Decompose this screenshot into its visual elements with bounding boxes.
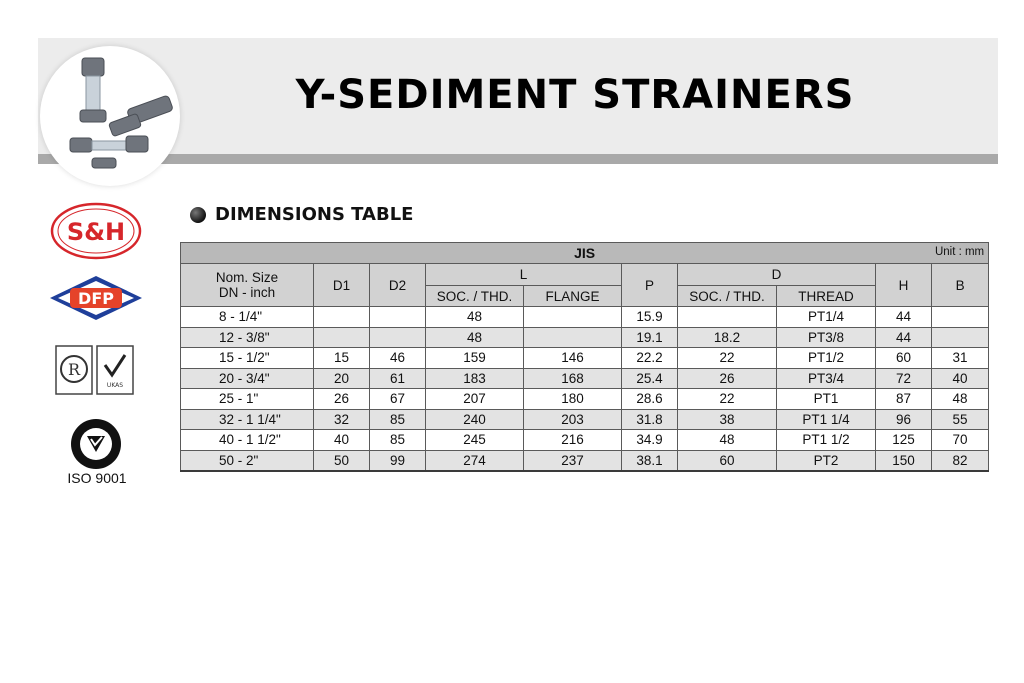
- nom-size-line1: Nom. Size: [215, 270, 279, 285]
- table-cell: 46: [370, 348, 426, 369]
- table-cell: [370, 307, 426, 328]
- table-cell: 50: [314, 450, 370, 471]
- table-cell: PT1 1/4: [777, 409, 876, 430]
- table-cell: 168: [524, 368, 622, 389]
- l-flange-header: FLANGE: [524, 286, 622, 307]
- table-cell: 44: [876, 307, 932, 328]
- table-cell: 44: [876, 327, 932, 348]
- page-title: Y-SEDIMENT STRAINERS: [295, 72, 855, 118]
- table-cell: 48: [932, 389, 989, 410]
- table-cell: [524, 307, 622, 328]
- nom-size-line2: DN - inch: [218, 285, 276, 300]
- table-cell: [370, 327, 426, 348]
- table-cell: 38: [678, 409, 777, 430]
- table-cell: 15.9: [622, 307, 678, 328]
- table-cell: 28.6: [622, 389, 678, 410]
- table-cell: 40: [314, 430, 370, 451]
- svg-text:R: R: [67, 360, 81, 379]
- table-row: [181, 409, 989, 430]
- table-cell: 32 - 1 1/4": [181, 409, 314, 430]
- table-row: [181, 307, 989, 328]
- svg-text:DFP: DFP: [78, 289, 114, 308]
- table-cell: [314, 307, 370, 328]
- table-cell: 48: [426, 327, 524, 348]
- standard-label: JIS: [574, 245, 596, 261]
- table-cell: 48: [426, 307, 524, 328]
- table-cell: 25 - 1": [181, 389, 314, 410]
- table-cell: 60: [678, 450, 777, 471]
- d2-header: D2: [370, 264, 426, 307]
- table-cell: 38.1: [622, 450, 678, 471]
- table-cell: 26: [314, 389, 370, 410]
- bullet-icon: [190, 207, 206, 223]
- table-cell: PT3/8: [777, 327, 876, 348]
- table-cell: 26: [678, 368, 777, 389]
- table-cell: 61: [370, 368, 426, 389]
- section-heading: [190, 204, 413, 225]
- l-soc-header: SOC. / THD.: [426, 286, 524, 307]
- table-cell: 18.2: [678, 327, 777, 348]
- header-divider: [38, 154, 998, 164]
- svg-text:UKAS: UKAS: [106, 382, 124, 389]
- table-cell: 72: [876, 368, 932, 389]
- table-cell: 245: [426, 430, 524, 451]
- table-cell: 67: [370, 389, 426, 410]
- l-header: L: [426, 264, 622, 286]
- table-row: [181, 430, 989, 451]
- iso-logo: [70, 418, 122, 470]
- d1-header: D1: [314, 264, 370, 307]
- product-photo: [40, 46, 180, 186]
- table-cell: [678, 307, 777, 328]
- table-cell: 8 - 1/4": [181, 307, 314, 328]
- table-cell: 237: [524, 450, 622, 471]
- table-cell: 12 - 3/8": [181, 327, 314, 348]
- table-cell: 31.8: [622, 409, 678, 430]
- table-cell: 70: [932, 430, 989, 451]
- standard-header: [181, 243, 989, 264]
- table-cell: 203: [524, 409, 622, 430]
- table-row: [181, 450, 989, 471]
- dimensions-table: [180, 242, 989, 472]
- table-cell: 216: [524, 430, 622, 451]
- table-cell: PT1: [777, 389, 876, 410]
- dfp-logo: [48, 274, 144, 322]
- table-row: [181, 327, 989, 348]
- d-thread-header: THREAD: [777, 286, 876, 307]
- table-cell: 22: [678, 348, 777, 369]
- svg-text:S&H: S&H: [66, 218, 126, 246]
- unit-label: Unit : mm: [934, 246, 985, 258]
- table-cell: 85: [370, 409, 426, 430]
- table-cell: 22.2: [622, 348, 678, 369]
- table-cell: 32: [314, 409, 370, 430]
- table-cell: 207: [426, 389, 524, 410]
- h-header: H: [876, 264, 932, 307]
- table-cell: 159: [426, 348, 524, 369]
- table-cell: 96: [876, 409, 932, 430]
- table-cell: 20 - 3/4": [181, 368, 314, 389]
- table-cell: PT3/4: [777, 368, 876, 389]
- table-cell: 82: [932, 450, 989, 471]
- table-cell: 87: [876, 389, 932, 410]
- table-cell: 274: [426, 450, 524, 471]
- certification-logos: [55, 345, 135, 397]
- table-cell: 150: [876, 450, 932, 471]
- table-cell: [524, 327, 622, 348]
- table-cell: 20: [314, 368, 370, 389]
- table-cell: 60: [876, 348, 932, 369]
- table-cell: 240: [426, 409, 524, 430]
- table-cell: [932, 327, 989, 348]
- table-cell: PT1/4: [777, 307, 876, 328]
- table-cell: 125: [876, 430, 932, 451]
- b-header: B: [932, 264, 989, 307]
- table-cell: 15: [314, 348, 370, 369]
- d-soc-header: SOC. / THD.: [678, 286, 777, 307]
- section-title: DIMENSIONS TABLE: [215, 204, 414, 225]
- table-cell: 31: [932, 348, 989, 369]
- table-cell: 40 - 1 1/2": [181, 430, 314, 451]
- d-header: D: [678, 264, 876, 286]
- table-cell: 34.9: [622, 430, 678, 451]
- table-cell: 19.1: [622, 327, 678, 348]
- table-cell: 22: [678, 389, 777, 410]
- table-cell: 50 - 2": [181, 450, 314, 471]
- nom-size-header: [181, 264, 314, 307]
- table-row: [181, 348, 989, 369]
- table-row: [181, 389, 989, 410]
- table-cell: 146: [524, 348, 622, 369]
- table-cell: 85: [370, 430, 426, 451]
- table-cell: 15 - 1/2": [181, 348, 314, 369]
- table-cell: [932, 307, 989, 328]
- p-header: P: [622, 264, 678, 307]
- table-cell: 55: [932, 409, 989, 430]
- table-cell: 25.4: [622, 368, 678, 389]
- table-cell: PT2: [777, 450, 876, 471]
- iso-label: ISO 9001: [67, 470, 127, 486]
- table-cell: PT1 1/2: [777, 430, 876, 451]
- table-cell: 183: [426, 368, 524, 389]
- table-row: [181, 368, 989, 389]
- table-cell: 99: [370, 450, 426, 471]
- table-cell: 180: [524, 389, 622, 410]
- table-cell: [314, 327, 370, 348]
- sh-logo: [50, 202, 142, 260]
- table-cell: PT1/2: [777, 348, 876, 369]
- table-cell: 40: [932, 368, 989, 389]
- table-cell: 48: [678, 430, 777, 451]
